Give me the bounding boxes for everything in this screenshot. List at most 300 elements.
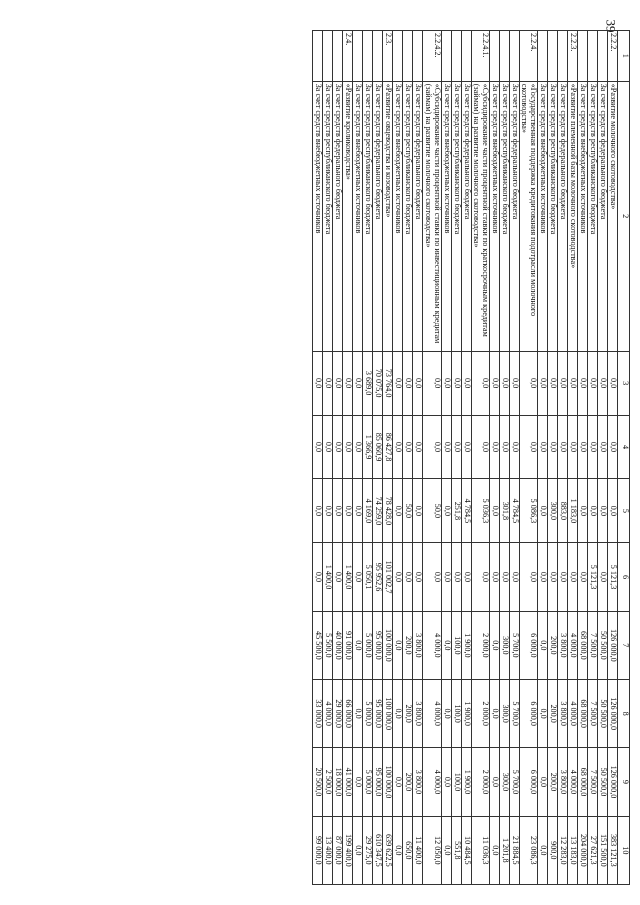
rotated-content — [55, 30, 630, 885]
value-cell: 0,0 — [441, 680, 451, 748]
value-cell: 6 000,0 — [519, 611, 537, 679]
value-cell: 45 500,0 — [313, 611, 323, 679]
header-row — [618, 31, 630, 885]
value-cell: 204 000,0 — [578, 816, 588, 884]
column-header: 4 — [618, 415, 630, 479]
value-cell: 200,0 — [548, 611, 558, 679]
value-cell: 0,0 — [393, 816, 403, 884]
value-cell: 0,0 — [538, 816, 548, 884]
value-cell: 0,0 — [333, 415, 343, 479]
value-cell: 0,0 — [588, 479, 598, 543]
value-cell: 0,0 — [509, 351, 519, 415]
value-cell: 0,0 — [333, 479, 343, 543]
value-cell: 0,0 — [413, 351, 423, 415]
value-cell: 0,0 — [608, 351, 618, 415]
value-cell: 0,0 — [323, 351, 333, 415]
row-name: За счет средств внебюджетных источников — [393, 81, 403, 351]
row-name: «Субсидирование части процентной ставки по краткосрочным кредитам (займам) на развитие молочного скотоводства» — [471, 81, 489, 351]
budget-table — [312, 30, 630, 885]
value-cell: 50 500,0 — [598, 611, 608, 679]
value-cell: 4 000,0 — [423, 611, 441, 679]
table-row — [313, 31, 323, 885]
value-cell: 7 500,0 — [588, 611, 598, 679]
value-cell: 126 000,0 — [608, 748, 618, 816]
value-cell: 4 000,0 — [423, 680, 441, 748]
value-cell: 0,0 — [423, 415, 441, 479]
value-cell: 0,0 — [423, 543, 441, 611]
value-cell: 0,0 — [499, 351, 509, 415]
row-code — [393, 31, 403, 82]
row-code — [499, 31, 509, 82]
table-row — [333, 31, 343, 885]
value-cell: 0,0 — [519, 415, 537, 479]
row-name: «Развитие молочного скотоводства» — [608, 81, 618, 351]
value-cell: 0,0 — [313, 351, 323, 415]
value-cell: 300,0 — [499, 748, 509, 816]
column-header: 3 — [618, 351, 630, 415]
value-cell: 883,0 — [558, 479, 568, 543]
value-cell: 1 900,0 — [461, 611, 471, 679]
value-cell: 5 121,3 — [608, 543, 618, 611]
row-name: «Государственная поддержка кредитования подотрасли молочного скотоводства» — [519, 81, 537, 351]
value-cell: 0,0 — [343, 415, 353, 479]
table-row — [519, 31, 537, 885]
value-cell: 0,0 — [489, 351, 499, 415]
value-cell: 12 050,0 — [423, 816, 441, 884]
row-code — [353, 31, 363, 82]
value-cell: 5 086,3 — [519, 479, 537, 543]
value-cell: 0,0 — [403, 351, 413, 415]
value-cell: 6 000,0 — [519, 748, 537, 816]
row-code — [323, 31, 333, 82]
value-cell: 5 700,0 — [509, 748, 519, 816]
value-cell: 33 000,0 — [313, 680, 323, 748]
value-cell: 0,0 — [353, 680, 363, 748]
table-row — [509, 31, 519, 885]
value-cell: 0,0 — [353, 748, 363, 816]
column-header: 1 — [618, 31, 630, 82]
value-cell: 610 347,5 — [373, 816, 383, 884]
value-cell: 1 201,8 — [499, 816, 509, 884]
value-cell: 2 000,0 — [471, 748, 489, 816]
value-cell: 0,0 — [578, 479, 588, 543]
value-cell: 3 800,0 — [413, 748, 423, 816]
value-cell: 0,0 — [588, 351, 598, 415]
value-cell: 639 622,5 — [383, 816, 393, 884]
value-cell: 0,0 — [353, 611, 363, 679]
table-row — [548, 31, 558, 885]
value-cell: 4 784,5 — [461, 479, 471, 543]
table-row — [558, 31, 568, 885]
value-cell: 50,0 — [423, 479, 441, 543]
value-cell: 50 500,0 — [598, 680, 608, 748]
value-cell: 0,0 — [598, 479, 608, 543]
value-cell: 0,0 — [323, 415, 333, 479]
value-cell: 4 000,0 — [568, 680, 578, 748]
value-cell: 0,0 — [393, 351, 403, 415]
value-cell: 0,0 — [538, 680, 548, 748]
value-cell: 29 275,0 — [363, 816, 373, 884]
value-cell: 100 000,0 — [383, 680, 393, 748]
value-cell: 23 086,3 — [519, 816, 537, 884]
value-cell: 0,0 — [441, 816, 451, 884]
value-cell: 7 500,0 — [588, 680, 598, 748]
value-cell: 0,0 — [509, 543, 519, 611]
value-cell: 0,0 — [538, 479, 548, 543]
row-code — [598, 31, 608, 82]
value-cell: 1 900,0 — [461, 680, 471, 748]
value-cell: 151 500,0 — [598, 816, 608, 884]
value-cell: 0,0 — [558, 543, 568, 611]
value-cell: 68 000,0 — [578, 680, 588, 748]
value-cell: 3 689,0 — [363, 351, 373, 415]
value-cell: 0,0 — [578, 351, 588, 415]
value-cell: 0,0 — [451, 415, 461, 479]
value-cell: 301,8 — [499, 479, 509, 543]
value-cell: 0,0 — [313, 543, 323, 611]
table-row — [471, 31, 489, 885]
value-cell: 0,0 — [538, 543, 548, 611]
value-cell: 0,0 — [333, 543, 343, 611]
row-name: «Развитие племенной базы молочного скотоводства» — [568, 81, 578, 351]
row-name: За счет средств федерального бюджета — [509, 81, 519, 351]
value-cell: 0,0 — [538, 415, 548, 479]
value-cell: 3 800,0 — [558, 748, 568, 816]
value-cell: 2 000,0 — [471, 680, 489, 748]
value-cell: 4 169,0 — [363, 479, 373, 543]
row-code: 2.2.2. — [608, 31, 618, 82]
value-cell: 41 000,0 — [343, 748, 353, 816]
value-cell: 0,0 — [489, 611, 499, 679]
column-header: 10 — [618, 816, 630, 884]
value-cell: 87 000,0 — [333, 816, 343, 884]
value-cell: 0,0 — [489, 816, 499, 884]
value-cell: 12 283,0 — [558, 816, 568, 884]
row-name: «Развитие кролиководства» — [343, 81, 353, 351]
value-cell: 100,0 — [451, 680, 461, 748]
page-number: 39 — [603, 19, 619, 33]
value-cell: 95 000,0 — [373, 611, 383, 679]
row-code — [441, 31, 451, 82]
value-cell: 0,0 — [441, 351, 451, 415]
row-code — [588, 31, 598, 82]
value-cell: 5 000,0 — [363, 680, 373, 748]
value-cell: 650,0 — [403, 816, 413, 884]
value-cell: 0,0 — [413, 543, 423, 611]
value-cell: 4 000,0 — [323, 680, 333, 748]
row-name: За счет средств республиканского бюджета — [403, 81, 413, 351]
value-cell: 5 036,3 — [471, 479, 489, 543]
value-cell: 1 900,0 — [461, 748, 471, 816]
value-cell: 0,0 — [441, 415, 451, 479]
value-cell: 68 000,0 — [578, 611, 588, 679]
value-cell: 95 952,6 — [373, 543, 383, 611]
value-cell: 50,0 — [403, 479, 413, 543]
value-cell: 0,0 — [471, 543, 489, 611]
value-cell: 18 000,0 — [333, 748, 343, 816]
value-cell: 0,0 — [413, 479, 423, 543]
value-cell: 6 000,0 — [519, 680, 537, 748]
column-header: 9 — [618, 748, 630, 816]
row-name: За счет средств федерального бюджета — [558, 81, 568, 351]
value-cell: 100 000,0 — [383, 611, 393, 679]
value-cell: 5 700,0 — [509, 611, 519, 679]
value-cell: 0,0 — [441, 479, 451, 543]
value-cell: 0,0 — [548, 543, 558, 611]
table-row — [373, 31, 383, 885]
row-name: За счет средств республиканского бюджета — [323, 81, 333, 351]
value-cell: 0,0 — [519, 543, 537, 611]
row-code: 2.4. — [343, 31, 353, 82]
value-cell: 85 060,9 — [373, 415, 383, 479]
row-code — [333, 31, 343, 82]
value-cell: 0,0 — [558, 415, 568, 479]
value-cell: 0,0 — [558, 351, 568, 415]
value-cell: 101 002,7 — [383, 543, 393, 611]
value-cell: 0,0 — [598, 415, 608, 479]
value-cell: 3 800,0 — [558, 611, 568, 679]
table-row — [383, 31, 393, 885]
value-cell: 5 700,0 — [509, 680, 519, 748]
value-cell: 0,0 — [393, 748, 403, 816]
value-cell: 11 400,0 — [413, 816, 423, 884]
value-cell: 0,0 — [471, 415, 489, 479]
table-row — [489, 31, 499, 885]
row-name: За счет средств федерального бюджета — [333, 81, 343, 351]
table-row — [568, 31, 578, 885]
value-cell: 0,0 — [441, 611, 451, 679]
value-cell: 0,0 — [509, 415, 519, 479]
value-cell: 0,0 — [461, 415, 471, 479]
value-cell: 27 621,3 — [588, 816, 598, 884]
row-code — [548, 31, 558, 82]
row-name: За счет средств республиканского бюджета — [363, 81, 373, 351]
table-row — [461, 31, 471, 885]
row-name: За счет средств внебюджетных источников — [441, 81, 451, 351]
value-cell: 0,0 — [568, 351, 578, 415]
row-name: За счет средств республиканского бюджета — [451, 81, 461, 351]
value-cell: 0,0 — [451, 351, 461, 415]
table-row — [353, 31, 363, 885]
row-code — [509, 31, 519, 82]
value-cell: 0,0 — [538, 748, 548, 816]
value-cell: 0,0 — [489, 479, 499, 543]
value-cell: 100 000,0 — [383, 748, 393, 816]
value-cell: 86 427,8 — [383, 415, 393, 479]
value-cell: 0,0 — [353, 479, 363, 543]
value-cell: 1 366,9 — [363, 415, 373, 479]
value-cell: 11 036,3 — [471, 816, 489, 884]
value-cell: 0,0 — [313, 479, 323, 543]
value-cell: 0,0 — [461, 351, 471, 415]
row-name: За счет средств республиканского бюджета — [499, 81, 509, 351]
value-cell: 0,0 — [499, 415, 509, 479]
value-cell: 0,0 — [471, 351, 489, 415]
value-cell: 4 000,0 — [568, 748, 578, 816]
value-cell: 5 121,3 — [588, 543, 598, 611]
value-cell: 0,0 — [393, 479, 403, 543]
row-name: За счет средств внебюджетных источников — [313, 81, 323, 351]
value-cell: 20 500,0 — [313, 748, 323, 816]
value-cell: 0,0 — [489, 415, 499, 479]
row-name: За счет средств внебюджетных источников — [578, 81, 588, 351]
value-cell: 0,0 — [353, 415, 363, 479]
value-cell: 126 000,0 — [608, 680, 618, 748]
value-cell: 0,0 — [403, 415, 413, 479]
value-cell: 74 259,0 — [373, 479, 383, 543]
row-name: За счет средств внебюджетных источников — [353, 81, 363, 351]
column-header: 5 — [618, 479, 630, 543]
value-cell: 1 400,0 — [343, 543, 353, 611]
value-cell: 13 183,0 — [568, 816, 578, 884]
column-header: 6 — [618, 543, 630, 611]
value-cell: 13 400,0 — [323, 816, 333, 884]
value-cell: 0,0 — [489, 680, 499, 748]
value-cell: 3 800,0 — [413, 611, 423, 679]
row-name: За счет средств федерального бюджета — [373, 81, 383, 351]
value-cell: 0,0 — [423, 351, 441, 415]
table-row — [423, 31, 441, 885]
table-row — [598, 31, 608, 885]
value-cell: 300,0 — [548, 479, 558, 543]
value-cell: 0,0 — [519, 351, 537, 415]
row-code — [489, 31, 499, 82]
value-cell: 0,0 — [588, 415, 598, 479]
value-cell: 200,0 — [403, 680, 413, 748]
value-cell: 551,8 — [451, 816, 461, 884]
value-cell: 50 500,0 — [598, 748, 608, 816]
value-cell: 78 428,0 — [383, 479, 393, 543]
value-cell: 0,0 — [548, 415, 558, 479]
value-cell: 0,0 — [393, 611, 403, 679]
row-name: За счет средств федерального бюджета — [413, 81, 423, 351]
value-cell: 0,0 — [403, 543, 413, 611]
column-header: 8 — [618, 680, 630, 748]
value-cell: 4 000,0 — [568, 611, 578, 679]
value-cell: 0,0 — [313, 415, 323, 479]
value-cell: 68 000,0 — [578, 748, 588, 816]
value-cell: 0,0 — [568, 543, 578, 611]
table-row — [499, 31, 509, 885]
table-row — [578, 31, 588, 885]
value-cell: 95 000,0 — [373, 748, 383, 816]
row-code: 2.2.4.1. — [471, 31, 489, 82]
table-row — [403, 31, 413, 885]
table-row — [343, 31, 353, 885]
value-cell: 0,0 — [499, 543, 509, 611]
value-cell: 0,0 — [393, 680, 403, 748]
value-cell: 29 000,0 — [333, 680, 343, 748]
column-header: 7 — [618, 611, 630, 679]
value-cell: 0,0 — [608, 415, 618, 479]
value-cell: 100,0 — [451, 748, 461, 816]
value-cell: 0,0 — [598, 543, 608, 611]
row-name: За счет средств внебюджетных источников — [538, 81, 548, 351]
value-cell: 900,0 — [548, 816, 558, 884]
value-cell: 0,0 — [353, 351, 363, 415]
value-cell: 1 183,0 — [568, 479, 578, 543]
value-cell: 199 400,0 — [343, 816, 353, 884]
table-row — [588, 31, 598, 885]
value-cell: 0,0 — [538, 351, 548, 415]
row-name: За счет средств республиканского бюджета — [548, 81, 558, 351]
value-cell: 0,0 — [441, 543, 451, 611]
row-code: 2.3. — [383, 31, 393, 82]
value-cell: 5 000,0 — [363, 748, 373, 816]
value-cell: 200,0 — [548, 680, 558, 748]
value-cell: 2 500,0 — [323, 748, 333, 816]
row-code — [461, 31, 471, 82]
table-row — [363, 31, 373, 885]
value-cell: 5 000,0 — [363, 611, 373, 679]
row-code — [313, 31, 323, 82]
value-cell: 300,0 — [499, 611, 509, 679]
value-cell: 91 000,0 — [343, 611, 353, 679]
table-row — [441, 31, 451, 885]
value-cell: 2 000,0 — [471, 611, 489, 679]
value-cell: 1 400,0 — [323, 543, 333, 611]
value-cell: 0,0 — [353, 816, 363, 884]
row-code — [558, 31, 568, 82]
value-cell: 0,0 — [323, 479, 333, 543]
row-name: За счет средств республиканского бюджета — [588, 81, 598, 351]
row-code — [451, 31, 461, 82]
value-cell: 73 764,0 — [383, 351, 393, 415]
row-name: За счет средств федерального бюджета — [461, 81, 471, 351]
value-cell: 66 000,0 — [343, 680, 353, 748]
row-name: За счет средств федерального бюджета — [598, 81, 608, 351]
row-code — [373, 31, 383, 82]
rotated-page — [55, 30, 630, 885]
value-cell: 0,0 — [578, 415, 588, 479]
value-cell: 0,0 — [451, 543, 461, 611]
value-cell: 126 000,0 — [608, 611, 618, 679]
row-name: За счет средств внебюджетных источников — [489, 81, 499, 351]
row-code — [403, 31, 413, 82]
value-cell: 0,0 — [461, 543, 471, 611]
value-cell: 21 884,5 — [509, 816, 519, 884]
value-cell: 40 000,0 — [333, 611, 343, 679]
value-cell: 0,0 — [441, 748, 451, 816]
value-cell: 4 784,5 — [509, 479, 519, 543]
value-cell: 0,0 — [489, 543, 499, 611]
value-cell: 99 000,0 — [313, 816, 323, 884]
value-cell: 0,0 — [568, 415, 578, 479]
value-cell: 3 800,0 — [558, 680, 568, 748]
value-cell: 7 500,0 — [588, 748, 598, 816]
table-row — [451, 31, 461, 885]
value-cell: 95 000,0 — [373, 680, 383, 748]
row-name: «Субсидирование части процентной ставки по инвестиционным кредитам (займам) на развитие молочного скотоводства» — [423, 81, 441, 351]
value-cell: 200,0 — [403, 611, 413, 679]
value-cell: 0,0 — [598, 351, 608, 415]
value-cell: 0,0 — [578, 543, 588, 611]
value-cell: 0,0 — [333, 351, 343, 415]
table-row — [413, 31, 423, 885]
value-cell: 200,0 — [548, 748, 558, 816]
table-row — [323, 31, 333, 885]
table-row — [538, 31, 548, 885]
value-cell: 70 075,0 — [373, 351, 383, 415]
value-cell: 0,0 — [413, 415, 423, 479]
value-cell: 0,0 — [489, 748, 499, 816]
value-cell: 251,8 — [451, 479, 461, 543]
value-cell: 200,0 — [403, 748, 413, 816]
value-cell: 100,0 — [451, 611, 461, 679]
row-code: 2.2.4.2. — [423, 31, 441, 82]
value-cell: 0,0 — [393, 543, 403, 611]
row-code — [538, 31, 548, 82]
